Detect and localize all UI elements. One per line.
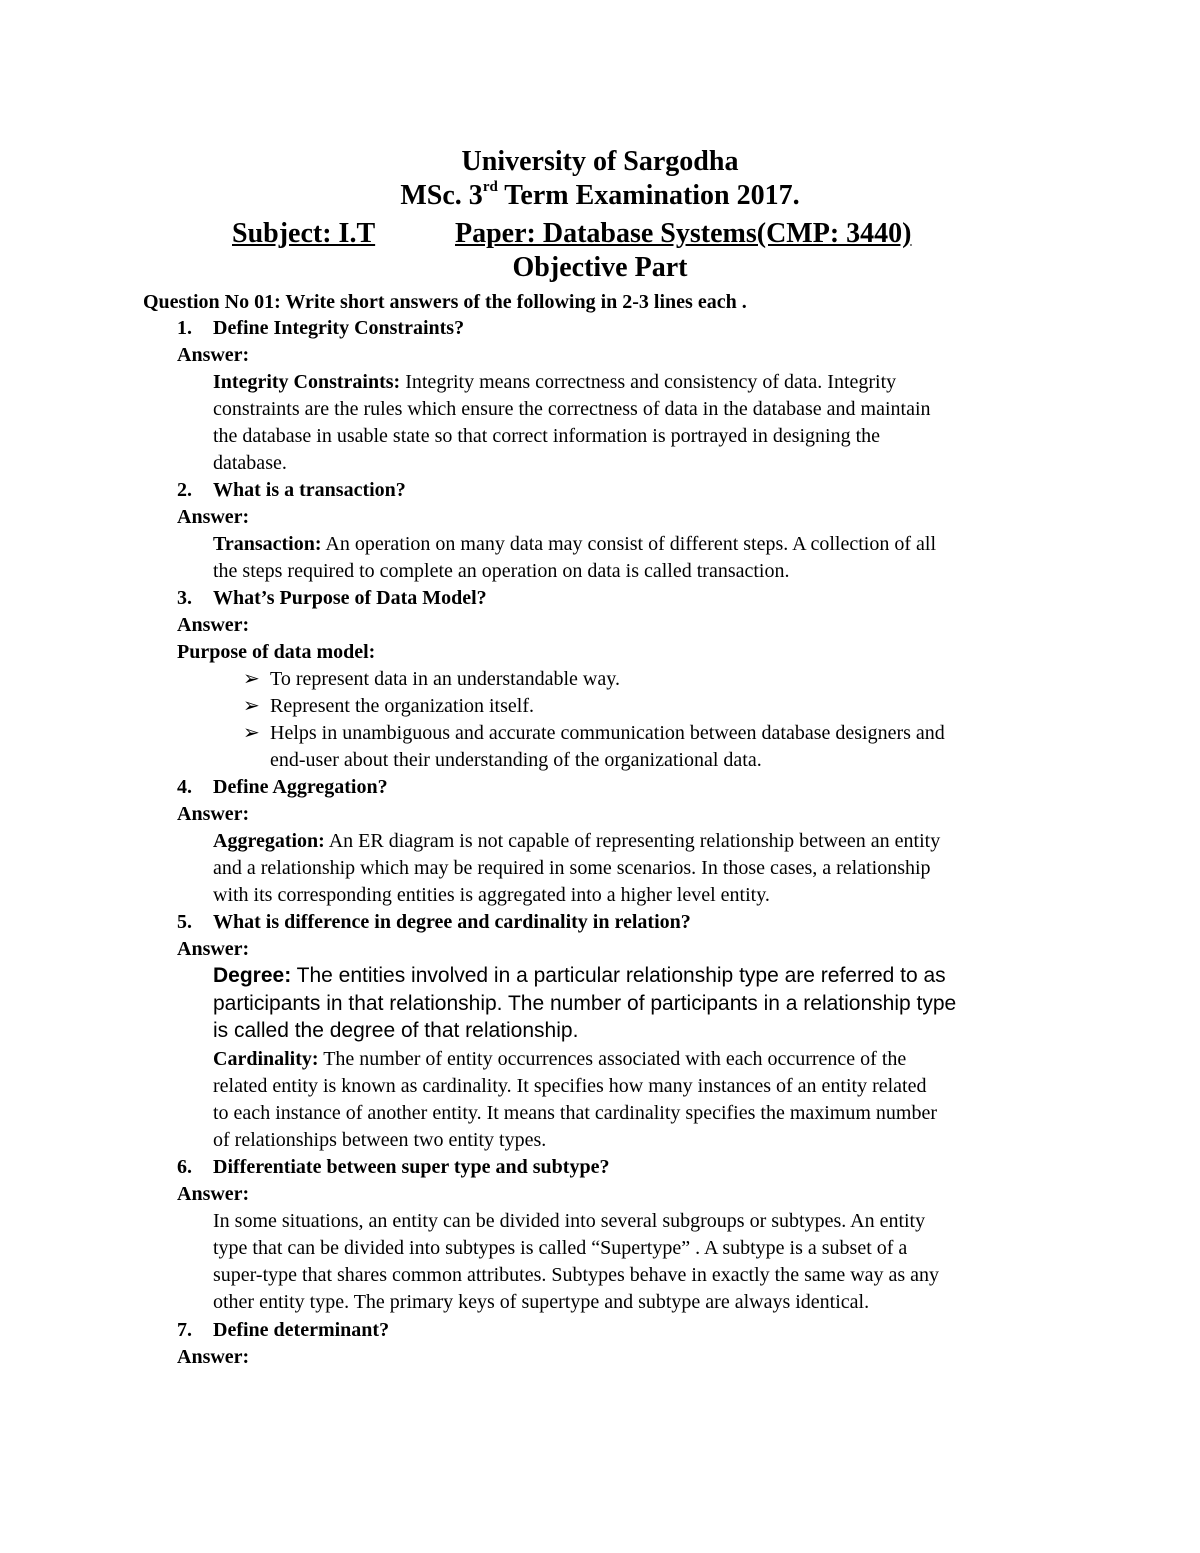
q2-question: What is a transaction? xyxy=(213,479,406,501)
q2-number: 2. xyxy=(177,479,192,501)
q3-bullet-1: Represent the organization itself. xyxy=(270,695,534,717)
paper-label: Paper: Database Systems(CMP: 3440) xyxy=(455,218,912,249)
objective-part-heading: Objective Part xyxy=(512,252,688,283)
q5-degree-line-1: participants in that relationship. The number of participants in a relationship type xyxy=(213,992,957,1015)
bullet-arrow-icon: ➢ xyxy=(243,668,260,690)
q4-answer-line xyxy=(213,828,940,854)
q1-term: Integrity Constraints: xyxy=(213,371,401,393)
q3-question: What’s Purpose of Data Model? xyxy=(213,587,487,609)
q5-degree-line-0: The entities involved in a particular relationship type are referred to as xyxy=(291,964,946,987)
q2-line-0: An operation on many data may consist of different steps. A collection of all xyxy=(321,533,937,555)
q1-line-1: constraints are the rules which ensure the correctness of data in the database and maintain xyxy=(213,398,931,420)
q5-answer-label: Answer: xyxy=(177,938,250,960)
q5-cardinality-line-0: The number of entity occurrences associated with each occurrence of the xyxy=(318,1048,907,1070)
q1-number: 1. xyxy=(177,317,192,339)
question-heading: Question No 01: Write short answers of the following in 2-3 lines each . xyxy=(143,291,747,313)
q4-number: 4. xyxy=(177,776,192,798)
q3-bullet-2-cont: end-user about their understanding of the organizational data. xyxy=(270,749,762,771)
q5-cardinality-line xyxy=(213,1046,906,1072)
q4-answer-label: Answer: xyxy=(177,803,250,825)
q2-answer-line xyxy=(213,531,936,557)
q4-line-0: An ER diagram is not capable of representing relationship between an entity xyxy=(324,830,941,852)
q5-degree-line xyxy=(213,963,946,989)
q5-cardinality-line-2: to each instance of another entity. It means that cardinality specifies the maximum number xyxy=(213,1102,938,1124)
exam-title-prefix: MSc. 3 xyxy=(400,180,483,211)
q1-answer-line xyxy=(213,369,896,395)
q1-line-3: database. xyxy=(213,452,287,474)
q2-answer-label: Answer: xyxy=(177,506,250,528)
q6-line-0: In some situations, an entity can be divided into several subgroups or subtypes. An entity xyxy=(213,1210,926,1232)
q6-line-2: super-type that shares common attributes. Subtypes behave in exactly the same way as any xyxy=(213,1264,940,1286)
q3-bullet-2: Helps in unambiguous and accurate communication between database designers and xyxy=(270,722,945,744)
q3-number: 3. xyxy=(177,587,192,609)
q4-line-2: with its corresponding entities is aggregated into a higher level entity. xyxy=(213,884,770,906)
q6-line-1: type that can be divided into subtypes is called “Supertype” . A subtype is a subset of a xyxy=(213,1237,908,1259)
q5-number: 5. xyxy=(177,911,192,933)
bullet-arrow-icon: ➢ xyxy=(243,722,260,744)
q6-line-3: other entity type. The primary keys of supertype and subtype are always identical. xyxy=(213,1291,870,1313)
q5-question: What is difference in degree and cardinality in relation? xyxy=(213,911,691,933)
q1-answer-label: Answer: xyxy=(177,344,250,366)
q2-term: Transaction: xyxy=(213,533,322,555)
q4-question: Define Aggregation? xyxy=(213,776,388,798)
q7-answer-label: Answer: xyxy=(177,1346,250,1368)
q1-line-0: Integrity means correctness and consistency of data. Integrity xyxy=(400,371,897,393)
bullet-arrow-icon: ➢ xyxy=(243,695,260,717)
q4-line-1: and a relationship which may be required in some scenarios. In those cases, a relationship xyxy=(213,857,931,879)
q5-cardinality-line-1: related entity is known as cardinality. It specifies how many instances of an entity related xyxy=(213,1075,927,1097)
university-title: University of Sargodha xyxy=(461,146,739,177)
q4-term: Aggregation: xyxy=(213,830,325,852)
q7-number: 7. xyxy=(177,1319,192,1341)
q5-term-cardinality: Cardinality: xyxy=(213,1048,319,1070)
q1-line-2: the database in usable state so that correct information is portrayed in designing the xyxy=(213,425,881,447)
q2-line-1: the steps required to complete an operation on data is called transaction. xyxy=(213,560,790,582)
q5-cardinality-line-3: of relationships between two entity types. xyxy=(213,1129,547,1151)
exam-title-suffix: Term Examination 2017. xyxy=(497,180,800,211)
q3-term: Purpose of data model: xyxy=(177,641,376,663)
q5-degree-line-2: is called the degree of that relationship. xyxy=(213,1019,579,1042)
q1-question: Define Integrity Constraints? xyxy=(213,317,465,339)
exam-title-superscript: rd xyxy=(482,179,498,195)
exam-title xyxy=(0,180,1200,212)
q3-bullet-0: To represent data in an understandable way. xyxy=(270,668,620,690)
q6-number: 6. xyxy=(177,1156,192,1178)
q7-question: Define determinant? xyxy=(213,1319,390,1341)
q5-term-degree: Degree: xyxy=(213,964,292,987)
subject-label: Subject: I.T xyxy=(232,218,376,249)
q3-answer-label: Answer: xyxy=(177,614,250,636)
q6-question: Differentiate between super type and subtype? xyxy=(213,1156,610,1178)
q6-answer-label: Answer: xyxy=(177,1183,250,1205)
